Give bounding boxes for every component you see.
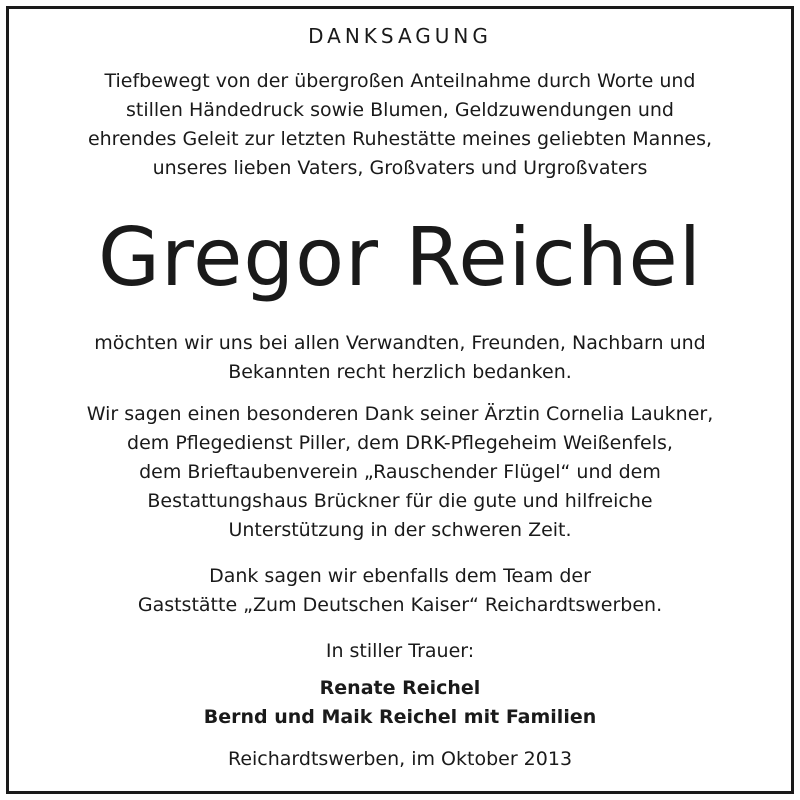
thanks-line: möchten wir uns bei allen Verwandten, Freunden, Nachbarn und xyxy=(94,332,706,354)
signer-name: Bernd und Maik Reichel mit Familien xyxy=(203,706,597,728)
deceased-name: Gregor Reichel xyxy=(98,211,702,304)
special-thanks-line: dem Brieftaubenverein „Rauschender Flügel“ und dem xyxy=(139,461,661,483)
special-thanks-line: Wir sagen einen besonderen Dank seiner Ärztin Cornelia Laukner, xyxy=(86,403,714,425)
thanks-line: Bekannten recht herzlich bedanken. xyxy=(228,361,572,383)
special-thanks-paragraph xyxy=(0,400,800,545)
intro-line: Tiefbewegt von der übergroßen Anteilnahme durch Worte und xyxy=(104,70,696,92)
thanks-paragraph xyxy=(0,329,800,387)
signer-name: Renate Reichel xyxy=(319,677,481,699)
intro-line: unseres lieben Vaters, Großvaters und Urgroßvaters xyxy=(152,157,648,179)
special-thanks-line: Bestattungshaus Brückner für die gute und hilfreiche xyxy=(147,490,653,512)
signers-block xyxy=(0,674,800,732)
special-thanks-line: dem Pflegedienst Piller, dem DRK-Pflegeheim Weißenfels, xyxy=(127,432,673,454)
notice-heading: DANKSAGUNG xyxy=(308,24,492,48)
mourning-label: In stiller Trauer: xyxy=(325,640,475,662)
team-thanks-paragraph xyxy=(0,562,800,620)
place-date: Reichardtswerben, im Oktober 2013 xyxy=(227,748,573,770)
intro-line: stillen Händedruck sowie Blumen, Geldzuwendungen und xyxy=(126,99,674,121)
special-thanks-line: Unterstützung in der schweren Zeit. xyxy=(228,519,572,541)
team-thanks-line: Gaststätte „Zum Deutschen Kaiser“ Reichardtswerben. xyxy=(137,594,663,616)
intro-line: ehrendes Geleit zur letzten Ruhestätte meines geliebten Mannes, xyxy=(87,128,713,150)
team-thanks-line: Dank sagen wir ebenfalls dem Team der xyxy=(209,565,591,587)
intro-paragraph xyxy=(0,67,800,183)
